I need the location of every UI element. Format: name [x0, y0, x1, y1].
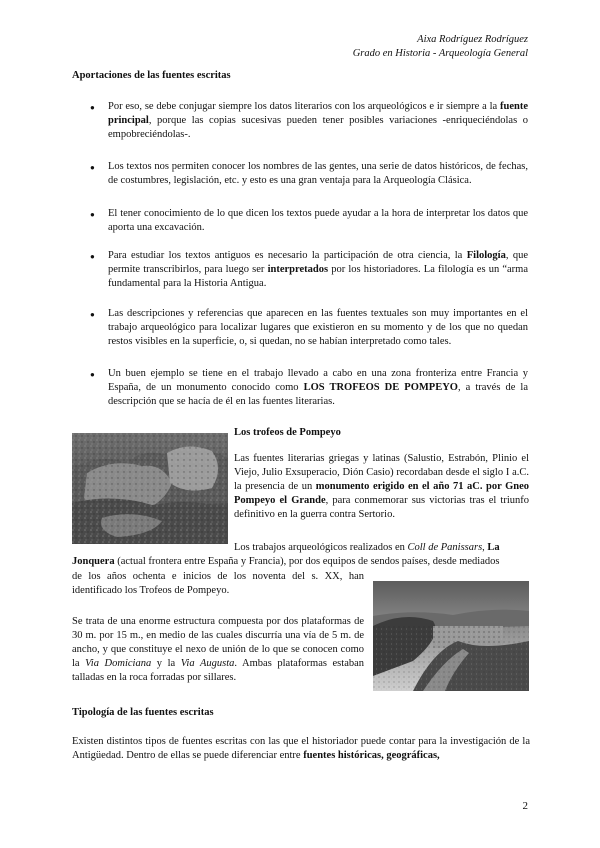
photo-coll-de-panissars	[373, 581, 529, 691]
page-number: 2	[522, 800, 528, 812]
bullet-marker: ●	[90, 210, 95, 219]
photo-ruins-boulders	[72, 433, 228, 544]
trofeos-paragraph-1	[234, 452, 529, 522]
bullet-5: Las descripciones y referencias que aparecen en las fuentes textuales son muy importantes en el trabajo arqueológico para localizar lugares que existieron en su momento y de los que no quedan restos visibles en la superficie, o, si quedan, no se habían interpretado como tales.	[108, 308, 528, 347]
bold-text: monumento erigido en el año 71 aC. por Gneo Pompeyo el Grande	[234, 481, 529, 506]
bullet-4	[108, 249, 528, 291]
bullet-3: El tener conocimiento de lo que dicen los textos puede ayudar a la hora de interpretar los datos que aporta una excavación.	[108, 208, 528, 233]
bullet-2: Los textos nos permiten conocer los nombres de las gentes, una serie de datos históricos, de fechas, de costumbres, legislación, etc. y esto es una gran ventaja para la Arqueología Clásica.	[108, 161, 528, 186]
subsection-title-trofeos: Los trofeos de Pompeyo	[234, 427, 341, 438]
bold-text: LOS TROFEOS DE POMPEYO	[303, 382, 458, 393]
text: Los trabajos arqueológicos realizados en	[234, 542, 408, 553]
trofeos-paragraph-2-line1	[234, 541, 529, 555]
bullet-marker: ●	[90, 370, 95, 379]
bullet-marker: ●	[90, 252, 95, 261]
text: y la	[151, 658, 181, 669]
text: Las fuentes literarias griegas y latinas (Salustio, Estrabón, Plinio el Viejo, Julio Exsuperacio, Dión Casio) recordaban desde el siglo I a.C. la presencia de un	[234, 453, 529, 492]
text: . Ambas plataformas estaban talladas en la roca forradas por sillares.	[72, 658, 365, 683]
bullet-marker: ●	[90, 163, 95, 172]
trofeos-paragraph-2-rest: de los años ochenta e inicios de los noventa del s. XX, han identificado los Trofeos de Pompeyo.	[72, 571, 364, 596]
section-title-tipologia: Tipología de las fuentes escritas	[72, 707, 214, 718]
text: ,	[482, 542, 488, 553]
bold-text: fuente principal	[108, 101, 528, 126]
header-author: Aixa Rodríguez Rodríguez	[417, 34, 528, 45]
trofeos-paragraph-2-line2	[72, 555, 530, 569]
italic-text: Via Augusta	[180, 658, 235, 669]
bullet-marker: ●	[90, 103, 95, 112]
bullet-1	[108, 100, 528, 142]
page-header	[353, 33, 528, 61]
section-title-aportaciones: Aportaciones de las fuentes escritas	[72, 70, 231, 81]
bold-text: Filología	[466, 250, 506, 261]
bullet-6	[108, 367, 528, 409]
text: , para conmemorar sus victorias tras el triunfo definitivo en la guerra contra Sertorio.	[234, 495, 529, 520]
trofeos-paragraph-3	[72, 615, 364, 685]
text: , porque las copias sucesivas pueden tener posibles variaciones -enriqueciéndolas o empobreciéndolas-.	[108, 115, 528, 140]
text: Se trata de una enorme estructura compuesta por dos plataformas de 30 m. por 15 m., en medio de las cuales discurría una vía de 5 m. de ancho, y que constituye el nexo de unión de lo que se conocen como la	[72, 616, 364, 669]
text: , que permite transcribirlos, para luego ser	[108, 250, 528, 275]
text: por los historiadores. La filología es un “arma fundamental para la Historia Antigua.	[108, 264, 529, 289]
italic-text: Coll de Panissars	[407, 542, 483, 553]
text: , a través de la descripción que se hacía de él en las fuentes literarias.	[108, 382, 528, 407]
text: Existen distintos tipos de fuentes escritas con las que el historiador puede contar para la investigación de la Antigüedad. Dentro de ellas se puede diferenciar entre	[72, 736, 530, 761]
header-course: Grado en Historia - Arqueología General	[352, 48, 528, 59]
bold-text: Jonquera	[72, 556, 115, 567]
text: (actual frontera entre España y Francia), por dos equipos de sendos países, desde mediados	[114, 556, 500, 567]
bold-text: La	[487, 542, 500, 553]
text: Para estudiar los textos antiguos es necesario la participación de otra ciencia, la	[108, 250, 467, 261]
text: Por eso, se debe conjugar siempre los datos literarios con los arqueológicos e ir siempre a la	[108, 101, 500, 112]
italic-text: Via Domiciana	[85, 658, 152, 669]
bold-text: fuentes históricas, geográficas,	[303, 750, 440, 761]
bullet-marker: ●	[90, 310, 95, 319]
text: Un buen ejemplo se tiene en el trabajo llevado a cabo en una zona fronteriza entre Francia y España, de un monumento conocido como	[108, 368, 528, 393]
tipologia-paragraph	[72, 735, 530, 763]
bold-text: interpretados	[267, 264, 329, 275]
